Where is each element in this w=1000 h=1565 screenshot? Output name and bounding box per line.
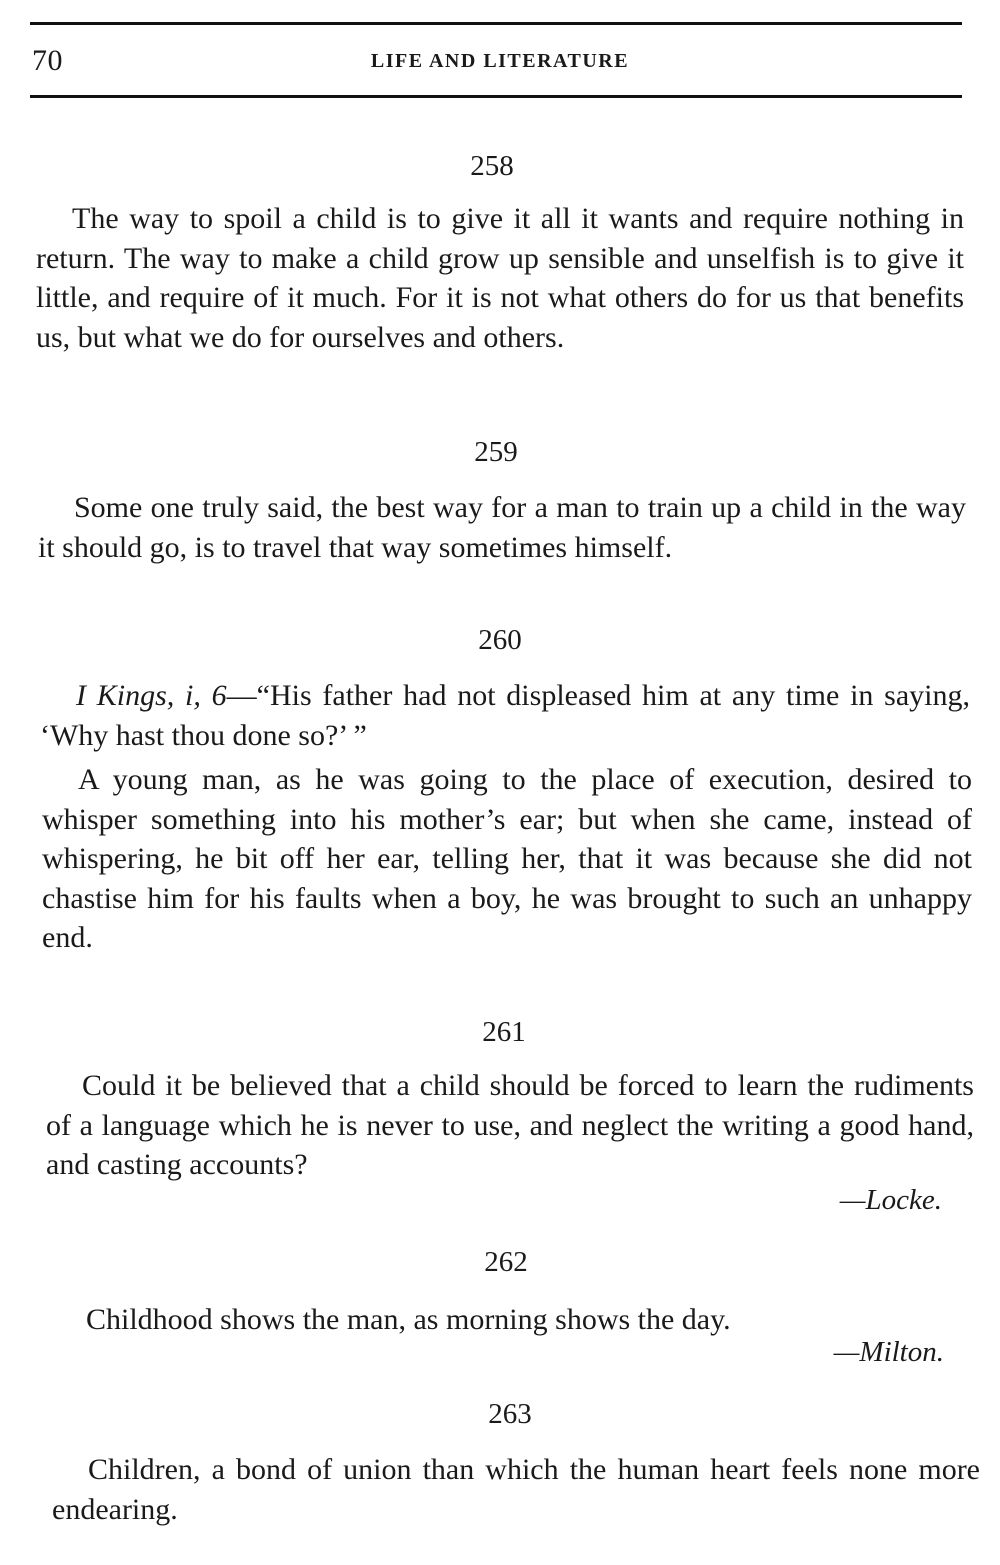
entry-259-text: Some one truly said, the best way for a man to train up a child in the way it should go, is to travel that way sometimes himself.	[38, 491, 966, 564]
entry-260-quote	[40, 676, 970, 755]
page-number: 70	[32, 44, 63, 77]
header-bottom-rule	[30, 95, 962, 98]
entry-number-261: 261	[482, 1016, 526, 1048]
entry-261-attribution: —Locke.	[839, 1184, 942, 1216]
entry-260-quote-text: —“His father had not displeased him at any time in saying, ‘Why hast thou done so?’ ”	[40, 679, 970, 752]
entry-262-text: Childhood shows the man, as morning shows the day.	[86, 1303, 731, 1336]
entry-258-text: The way to spoil a child is to give it all it wants and require nothing in return. The way to make a child grow up sensible and unselfish is to give it little, and require of it much. For it is not what others do for us that benefits us, but what we do for ourselves and others.	[36, 202, 964, 354]
entry-number-260: 260	[478, 624, 522, 656]
entry-260-text: A young man, as he was going to the place of execution, desired to whisper something into his mother’s ear; but when she came, instead of whispering, he bit off her ear, telling her, that it was because she did not chastise him for his faults when a boy, he was brought to such an unhappy end.	[42, 763, 972, 954]
entry-260-reference: I Kings, i, 6	[76, 679, 227, 712]
running-head: LIFE AND LITERATURE	[370, 50, 630, 72]
entry-number-263: 263	[488, 1398, 532, 1430]
entry-number-262: 262	[484, 1246, 528, 1278]
entry-261-text: Could it be believed that a child should be forced to learn the rudiments of a language which he is never to use, and neglect the writing a good hand, and casting accounts?	[46, 1069, 974, 1181]
entry-number-259: 259	[474, 436, 518, 468]
entry-263-text: Children, a bond of union than which the human heart feels none more endearing.	[52, 1453, 980, 1526]
entry-number-258: 258	[470, 150, 514, 182]
header-top-rule	[30, 22, 962, 25]
entry-262-attribution: —Milton.	[833, 1336, 944, 1368]
